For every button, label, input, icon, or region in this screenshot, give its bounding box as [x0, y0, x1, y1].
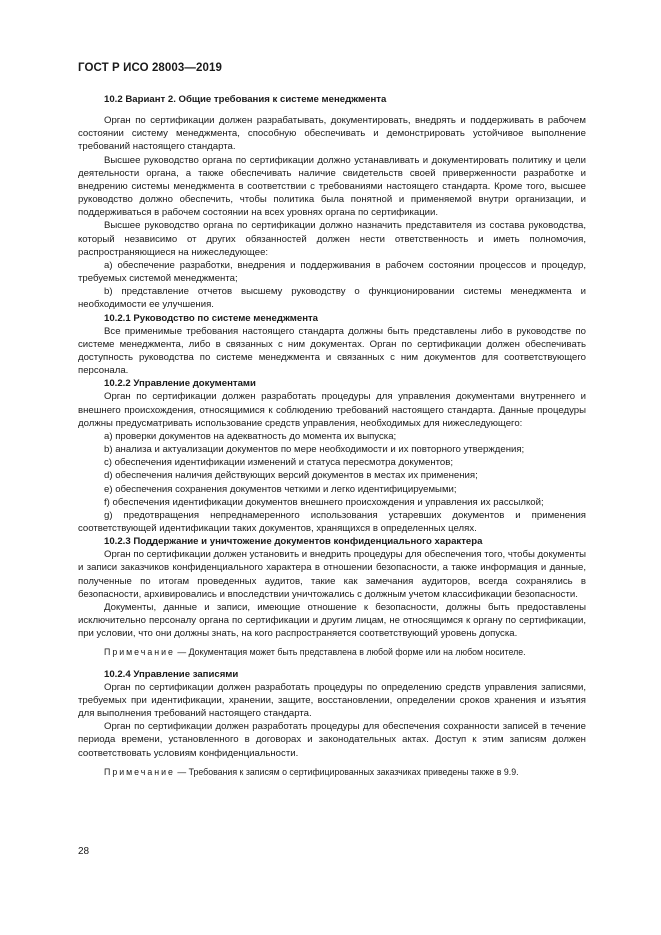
- paragraph: Орган по сертификации должен разработать процедуры для управления документами внутреннего и внешнего происхождения, относящимися к соблюдению требований настоящего стандарта. Данные процедуры должны предусматривать использование средств управления, необходимых для нижеследующего:: [78, 391, 586, 429]
- paragraph: Документы, данные и записи, имеющие отношение к безопасности, должны быть предоставлены исключительно персоналу органа по сертификации и другим лицам, не относящимся к органу по сертификации, при условии, что они должны знать, на кого распространяется соответствующий уровень допуска.: [78, 601, 586, 640]
- list-item: d) обеспечения наличия действующих версий документов в местах их применения;: [104, 470, 478, 482]
- paragraph: Орган по сертификации должен разработать процедуры по определению средств управления записями, требуемых при идентификации, хранении, защите, восстановлении, определении сроков хранения и изъятия для выполнения требований настоящего стандарта.: [78, 681, 586, 720]
- list-item: f) обеспечения идентификации документов внешнего происхождения и управления их рассылкой;: [104, 496, 544, 508]
- section-title-10-2: 10.2 Вариант 2. Общие требования к системе менеджмента: [104, 94, 387, 105]
- note-label: Примечание: [104, 766, 175, 777]
- page-number: 28: [78, 846, 90, 857]
- paragraph: Высшее руководство органа по сертификации должно назначить представителя из состава руководства, который независимо от других обязанностей должен нести ответственность и иметь полномочия, распространяющиеся на нижеследующее:: [78, 220, 586, 258]
- note: [78, 766, 586, 779]
- section-title-10-2-2: 10.2.2 Управление документами: [104, 378, 256, 390]
- section-title-10-2-1: 10.2.1 Руководство по системе менеджмента: [104, 312, 319, 324]
- list-item: g) предотвращения непреднамеренного использования устаревших документов и применения соответствующей идентификации таких документов, хранящихся в определенных целях.: [78, 509, 586, 534]
- note-text: — Требования к записям о сертифицированных заказчиках приведены также в 9.9.: [174, 766, 519, 777]
- paragraph: Орган по сертификации должен установить и внедрить процедуры для обеспечения того, чтобы документы и записи заказчиков конфиденциального характера в отношении безопасности, а также информация и данные, полученные по итогам проведенных аудитов, такие как замечания аудиторов, всегда сохранялись в безопасности, архивировались и впоследствии уничтожались с должным учетом классификации безопасности.: [78, 549, 586, 600]
- section-title-10-2-4: 10.2.4 Управление записями: [104, 668, 239, 680]
- list-item: a) проверки документов на адекватность до момента их выпуска;: [104, 430, 397, 442]
- list-item: e) обеспечения сохранения документов четкими и легко идентифицируемыми;: [104, 483, 457, 495]
- section-title-10-2-3: 10.2.3 Поддержание и уничтожение документов конфиденциального характера: [104, 536, 483, 548]
- paragraph: Орган по сертификации должен разрабатывать, документировать, внедрять и поддерживать в рабочем состоянии систему менеджмента, способную обеспечивать и демонстрировать устойчивое выполнение требований настоящего стандарта.: [78, 115, 586, 153]
- list-item: b) представление отчетов высшему руководству о функционировании системы менеджмента и необходимости ее улучшения.: [78, 286, 586, 311]
- paragraph: Орган по сертификации должен разработать процедуры для обеспечения сохранности записей в течение периода времени, установленного в договорах и законодательных актах. Доступ к этим записям должен соответствовать условиям конфиденциальности.: [78, 721, 586, 759]
- list-item: c) обеспечения идентификации изменений и статуса пересмотра документов;: [104, 457, 454, 469]
- list-item: a) обеспечение разработки, внедрения и поддерживания в рабочем состоянии процессов и процедур, требуемых системой менеджмента;: [78, 259, 586, 285]
- note-text: — Документация может быть представлена в любой форме или на любом носителе.: [174, 647, 526, 658]
- paragraph: Все применимые требования настоящего стандарта должны быть представлены либо в руководстве по системе менеджмента, либо в связанных с ним документах. Орган по сертификации должен обеспечивать доступность руководства по системе менеджмента и связанных с ним документов для соответствующего персонала.: [78, 325, 586, 377]
- note-label: Примечание: [104, 647, 175, 658]
- note: [78, 646, 586, 659]
- list-item: b) анализа и актуализации документов по мере необходимости и их повторного утверждения;: [104, 444, 525, 456]
- paragraph: Высшее руководство органа по сертификации должно устанавливать и документировать политику и цели деятельности органа, а также обеспечивать наличие свидетельств своей приверженности разработке и внедрению системы менеджмента в соответствии с требованиями настоящего стандарта. Кроме того, высшее руководство должно обеспечить, чтобы политика была понятной и применяемой внутри организации, и поддерживаться в рабочем состоянии на всех уровнях органа по сертификации.: [78, 154, 586, 219]
- page-body: [78, 93, 586, 787]
- document-header: ГОСТ Р ИСО 28003—2019: [78, 62, 223, 74]
